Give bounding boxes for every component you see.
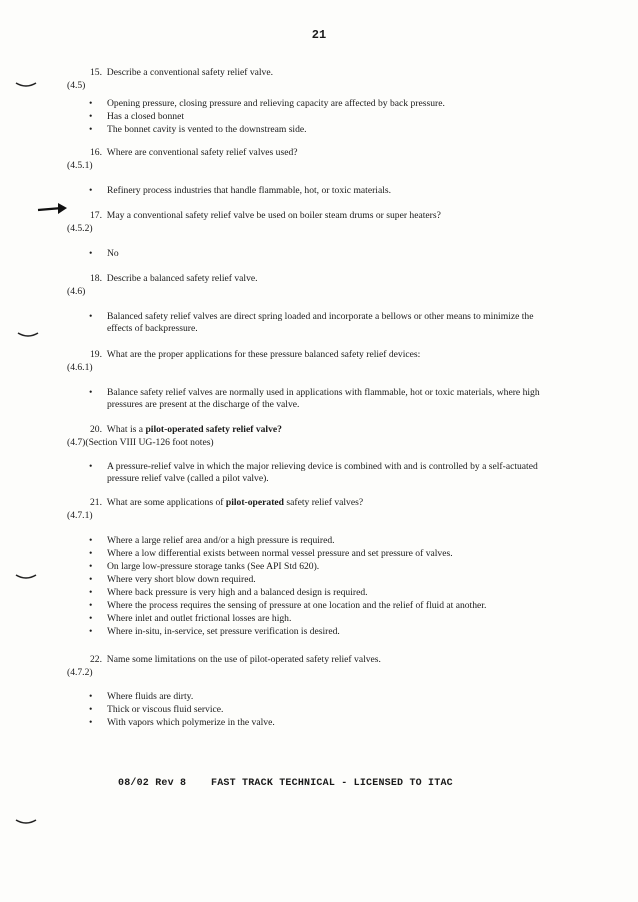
bullet-dot-icon: • — [89, 704, 93, 715]
question-phrase: safety relief valves? — [283, 497, 364, 508]
question-phrase: What is a — [106, 424, 146, 435]
answer-bullet — [89, 185, 549, 197]
answer-bullet — [89, 587, 549, 599]
question-text — [90, 67, 273, 79]
answer-bullet — [89, 535, 549, 547]
question-phrase: What are some applications of — [106, 497, 226, 508]
question-text — [90, 349, 420, 361]
answer-bullet — [89, 626, 549, 638]
answer-text: No — [107, 248, 119, 259]
answer-bullet — [89, 613, 549, 625]
bullet-dot-icon: • — [89, 387, 93, 398]
answer-bullet — [89, 387, 549, 411]
answer-text: Where inlet and outlet frictional losses are high. — [107, 613, 292, 624]
question-phrase: Name some limitations on the use of pilot-operated safety relief valves. — [106, 654, 381, 665]
answer-bullet — [89, 98, 549, 110]
question-phrase: Describe a balanced safety relief valve. — [106, 273, 258, 284]
question-phrase: May a conventional safety relief valve be used on boiler steam drums or super heaters? — [106, 210, 441, 221]
answer-bullet — [89, 461, 549, 485]
answer-text: Where a large relief area and/or a high pressure is required. — [107, 535, 335, 546]
margin-tick-mark-2 — [16, 330, 40, 340]
answer-bullet — [89, 691, 549, 703]
question-number: 16. — [90, 147, 102, 158]
bullet-dot-icon: • — [89, 248, 93, 259]
answer-text: With vapors which polymerize in the valve. — [107, 717, 275, 728]
question-number: 22. — [90, 654, 102, 665]
answer-bullet — [89, 600, 549, 612]
bullet-dot-icon: • — [89, 111, 93, 122]
answer-bullet — [89, 248, 549, 260]
question-text — [90, 654, 381, 666]
section-reference: (4.5.1) — [67, 160, 93, 171]
answer-text: On large low-pressure storage tanks (See API Std 620). — [107, 561, 320, 572]
section-reference: (4.7.1) — [67, 510, 93, 521]
answer-bullet — [89, 548, 549, 560]
question-emphasis: pilot-operated — [225, 497, 284, 508]
bullet-dot-icon: • — [89, 185, 93, 196]
answer-bullet — [89, 111, 549, 123]
answer-bullet — [89, 717, 549, 729]
bullet-dot-icon: • — [89, 561, 93, 572]
answer-text: Refinery process industries that handle flammable, hot, or toxic materials. — [107, 185, 391, 196]
answer-bullet — [89, 561, 549, 573]
bullet-dot-icon: • — [89, 311, 93, 322]
bullet-dot-icon: • — [89, 124, 93, 135]
answer-text: Balance safety relief valves are normally used in applications with flammable, hot or toxic materials, where high pressures are present at the discharge of the valve. — [107, 387, 540, 410]
question-number: 17. — [90, 210, 102, 221]
margin-tick-mark-4 — [14, 817, 38, 827]
question-number: 20. — [90, 424, 102, 435]
question-number: 18. — [90, 273, 102, 284]
answer-bullet — [89, 311, 549, 335]
page-footer: 08/02 Rev 8 FAST TRACK TECHNICAL - LICENSED TO ITAC — [118, 778, 453, 789]
answer-bullet — [89, 124, 549, 136]
question-phrase: Describe a conventional safety relief valve. — [106, 67, 274, 78]
answer-text: Where in-situ, in-service, set pressure verification is desired. — [107, 626, 340, 637]
answer-text: Opening pressure, closing pressure and relieving capacity are affected by back pressure. — [107, 98, 445, 109]
bullet-dot-icon: • — [89, 717, 93, 728]
answer-text: The bonnet cavity is vented to the downstream side. — [107, 124, 307, 135]
bullet-dot-icon: • — [89, 461, 93, 472]
answer-bullet — [89, 574, 549, 586]
answer-bullet — [89, 704, 549, 716]
arrow-mark-icon — [36, 201, 70, 217]
section-reference: (4.5.2) — [67, 223, 93, 234]
question-phrase: What are the proper applications for these pressure balanced safety relief devices: — [106, 349, 421, 360]
section-reference: (4.6.1) — [67, 362, 93, 373]
bullet-dot-icon: • — [89, 626, 93, 637]
question-number: 15. — [90, 67, 102, 78]
page-number: 21 — [311, 28, 327, 42]
question-text — [90, 497, 363, 509]
answer-text: Where fluids are dirty. — [107, 691, 194, 702]
question-emphasis: pilot-operated safety relief valve? — [145, 424, 282, 435]
section-reference: (4.7.2) — [67, 667, 93, 678]
section-reference: (4.5) — [67, 80, 86, 91]
question-text — [90, 210, 441, 222]
question-number: 19. — [90, 349, 102, 360]
bullet-dot-icon: • — [89, 574, 93, 585]
bullet-dot-icon: • — [89, 98, 93, 109]
answer-text: Where very short blow down required. — [107, 574, 256, 585]
answer-text: Where back pressure is very high and a balanced design is required. — [107, 587, 368, 598]
bullet-dot-icon: • — [89, 548, 93, 559]
answer-text: Thick or viscous fluid service. — [107, 704, 224, 715]
answer-text: Where a low differential exists between normal vessel pressure and set pressure of valves. — [107, 548, 453, 559]
question-text — [90, 424, 282, 436]
margin-tick-mark-3 — [14, 572, 38, 582]
answer-text: A pressure-relief valve in which the major relieving device is combined with and is controlled by a self-actuated pressure relief valve (called a pilot valve). — [107, 461, 538, 484]
section-reference: (4.6) — [67, 286, 86, 297]
question-text — [90, 273, 258, 285]
question-phrase: Where are conventional safety relief valves used? — [106, 147, 298, 158]
answer-text: Has a closed bonnet — [107, 111, 184, 122]
section-reference: (4.7)(Section VIII UG-126 foot notes) — [67, 437, 214, 448]
margin-tick-mark-1 — [14, 80, 38, 90]
bullet-dot-icon: • — [89, 613, 93, 624]
bullet-dot-icon: • — [89, 600, 93, 611]
bullet-dot-icon: • — [89, 535, 93, 546]
bullet-dot-icon: • — [89, 587, 93, 598]
answer-text: Balanced safety relief valves are direct spring loaded and incorporate a bellows or other means to minimize the effects of backpressure. — [107, 311, 534, 334]
answer-text: Where the process requires the sensing of pressure at one location and the relief of fluid at another. — [107, 600, 487, 611]
bullet-dot-icon: • — [89, 691, 93, 702]
question-text — [90, 147, 298, 159]
question-number: 21. — [90, 497, 102, 508]
